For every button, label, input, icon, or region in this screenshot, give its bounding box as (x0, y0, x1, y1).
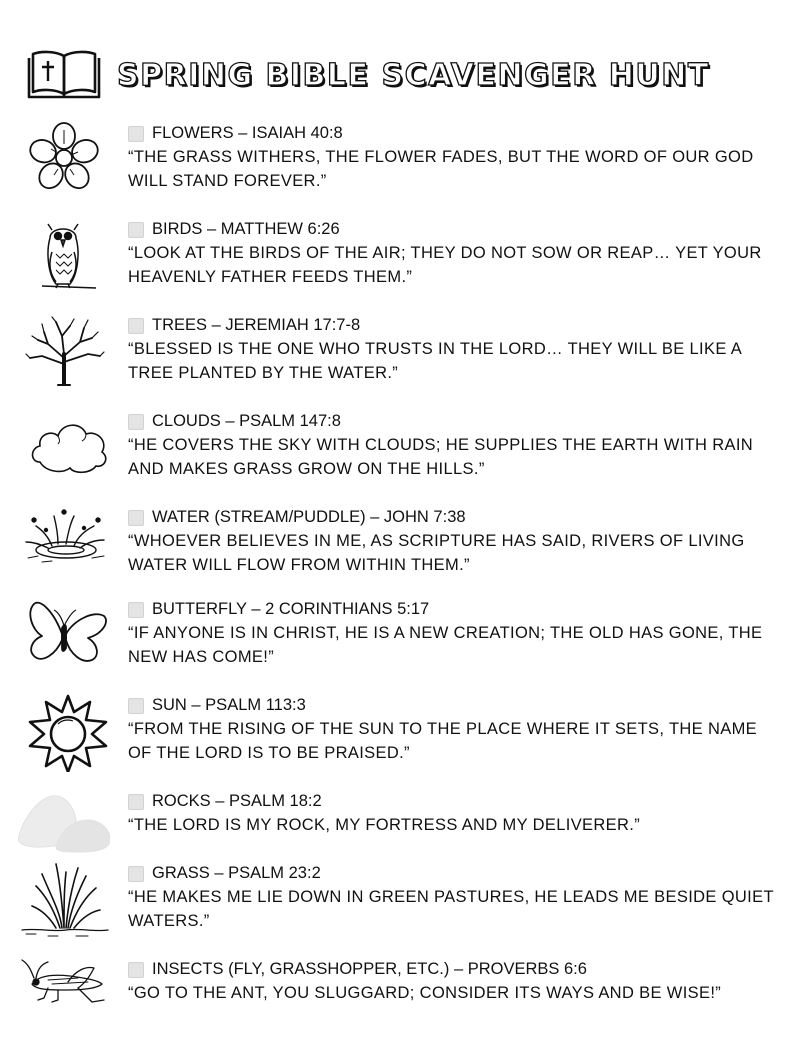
item-label: CLOUDS – PSALM 147:8 (152, 412, 341, 430)
item-quote: “GO TO THE ANT, YOU SLUGGARD; CONSIDER ITS WAYS AND BE WISE!” (128, 984, 722, 1002)
item-text (128, 218, 776, 289)
item-quote: “FROM THE RISING OF THE SUN TO THE PLACE WHERE IT SETS, THE NAME OF THE LORD IS TO BE PRAISED.” (128, 720, 758, 762)
checkbox[interactable] (128, 866, 144, 882)
checkbox[interactable] (128, 414, 144, 430)
sun-icon (18, 694, 110, 772)
checkbox[interactable] (128, 318, 144, 334)
item-quote: “BLESSED IS THE ONE WHO TRUSTS IN THE LORD… THEY WILL BE LIKE A TREE PLANTED BY THE WATER.” (128, 340, 742, 382)
item-text (128, 314, 776, 385)
checkbox[interactable] (128, 698, 144, 714)
header (27, 48, 767, 104)
flower-icon (18, 122, 110, 200)
item-label: ROCKS – PSALM 18:2 (152, 792, 322, 810)
item-text (128, 598, 776, 669)
checkbox[interactable] (128, 794, 144, 810)
tree-icon (18, 314, 110, 392)
item-quote: “THE GRASS WITHERS, THE FLOWER FADES, BUT THE WORD OF OUR GOD WILL STAND FOREVER.” (128, 148, 754, 190)
checkbox[interactable] (128, 126, 144, 142)
checkbox[interactable] (128, 962, 144, 978)
water-splash-icon (18, 506, 110, 584)
item-label: FLOWERS – ISAIAH 40:8 (152, 124, 343, 142)
checkbox[interactable] (128, 602, 144, 618)
item-text (128, 410, 776, 481)
item-label: SUN – PSALM 113:3 (152, 696, 306, 714)
item-label: BUTTERFLY – 2 CORINTHIANS 5:17 (152, 600, 430, 618)
item-quote: “HE COVERS THE SKY WITH CLOUDS; HE SUPPLIES THE EARTH WITH RAIN AND MAKES GRASS GROW ON THE HILLS.” (128, 436, 754, 478)
item-quote: “HE MAKES ME LIE DOWN IN GREEN PASTURES, HE LEADS ME BESIDE QUIET WATERS.” (128, 888, 774, 930)
item-label: GRASS – PSALM 23:2 (152, 864, 321, 882)
bible-book-icon (27, 48, 101, 100)
item-quote: “WHOEVER BELIEVES IN ME, AS SCRIPTURE HAS SAID, RIVERS OF LIVING WATER WILL FLOW FROM WITHIN THEM.” (128, 532, 745, 574)
grasshopper-icon (18, 958, 110, 1036)
item-text (128, 122, 776, 193)
item-quote: “LOOK AT THE BIRDS OF THE AIR; THEY DO NOT SOW OR REAP… YET YOUR HEAVENLY FATHER FEEDS THEM.” (128, 244, 762, 286)
item-text (128, 790, 776, 837)
item-label: WATER (STREAM/PUDDLE) – JOHN 7:38 (152, 508, 466, 526)
item-text (128, 862, 776, 933)
checkbox[interactable] (128, 510, 144, 526)
rocks-icon (18, 790, 110, 868)
item-quote: “IF ANYONE IS IN CHRIST, HE IS A NEW CREATION; THE OLD HAS GONE, THE NEW HAS COME!” (128, 624, 763, 666)
butterfly-icon (18, 598, 110, 676)
item-text (128, 694, 776, 765)
cloud-icon (18, 410, 110, 488)
bird-icon (18, 218, 110, 296)
item-label: INSECTS (FLY, GRASSHOPPER, ETC.) – PROVERBS 6:6 (152, 960, 587, 978)
item-text (128, 506, 776, 577)
page-title: SPRING BIBLE SCAVENGER HUNT (117, 58, 710, 93)
item-label: BIRDS – MATTHEW 6:26 (152, 220, 340, 238)
checkbox[interactable] (128, 222, 144, 238)
item-quote: “THE LORD IS MY ROCK, MY FORTRESS AND MY DELIVERER.” (128, 816, 641, 834)
item-text (128, 958, 776, 1005)
item-label: TREES – JEREMIAH 17:7-8 (152, 316, 361, 334)
grass-icon (18, 862, 110, 940)
